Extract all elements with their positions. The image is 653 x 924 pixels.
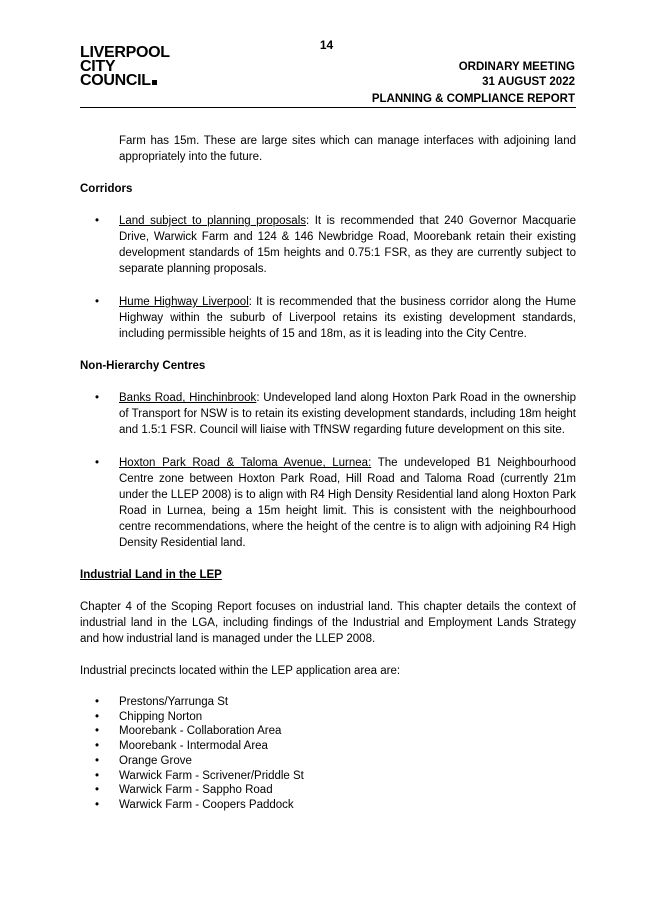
bullet-icon: • <box>95 296 100 308</box>
page-number: 14 <box>319 38 334 52</box>
council-logo <box>80 46 170 88</box>
non-hierarchy-heading: Non-Hierarchy Centres <box>80 360 206 372</box>
bullet-icon: • <box>95 784 100 797</box>
bullet-icon: • <box>95 740 100 753</box>
precinct-name: Warwick Farm - Sappho Road <box>119 784 273 797</box>
continued-paragraph: Farm has 15m. These are large sites which can manage interfaces with adjoining land appropriately into the future. <box>119 135 576 163</box>
precinct-name: Moorebank - Collaboration Area <box>119 725 282 738</box>
list-item <box>80 783 576 798</box>
list-item <box>80 754 576 769</box>
bullet-icon: • <box>95 754 100 767</box>
bullet-icon: • <box>95 457 100 469</box>
precinct-list <box>80 695 576 813</box>
bullet-icon: • <box>95 798 100 811</box>
bullet-icon: • <box>95 215 100 227</box>
list-item <box>80 724 576 739</box>
list-item <box>80 710 576 725</box>
industrial-heading: Industrial Land in the LEP <box>80 569 222 581</box>
header-divider <box>80 107 576 108</box>
precinct-name: Prestons/Yarrunga St <box>119 696 229 708</box>
item-text: : Undeveloped land along Hoxton Park Road in the ownership of Transport for NSW is to retain its existing development standards, including 18m height and 1.5:1 FSR. Council will liaise with TfNSW regarding future development on this site. <box>119 392 576 436</box>
precinct-name: Warwick Farm - Scrivener/Priddle St <box>119 769 304 782</box>
list-item <box>80 695 576 710</box>
item-title: Banks Road, Hinchinbrook <box>119 392 257 404</box>
item-title: Hoxton Park Road & Taloma Avenue, Lurnea: <box>119 457 372 469</box>
list-item <box>80 739 576 754</box>
precinct-name: Warwick Farm - Coopers Paddock <box>119 798 294 811</box>
meeting-info <box>372 60 575 107</box>
precinct-name: Chipping Norton <box>119 710 203 723</box>
logo-dot-icon <box>152 80 157 85</box>
bullet-icon: • <box>95 392 100 404</box>
meeting-date: 31 AUGUST 2022 <box>482 76 575 88</box>
bullet-icon: • <box>95 769 100 782</box>
document-body <box>80 133 576 813</box>
item-text: : It is recommended that the business corridor along the Hume Highway within the suburb of Liverpool retains its existing development standards, including permissible heights of 15 and 18m, as it is leading into the City Centre. <box>119 296 576 340</box>
list-item <box>80 455 576 551</box>
bullet-icon: • <box>95 725 100 738</box>
corridors-heading: Corridors <box>80 183 133 195</box>
item-title: Hume Highway Liverpool <box>119 296 249 308</box>
item-text: The undeveloped B1 Neighbourhood Centre zone between Hoxton Park Road, Hill Road and Taloma Road (currently 21m under the LLEP 2008) is to align with R4 High Density Residential land along Hoxton Park Road in Lurnea, being a 15m height limit. This is consistent with the neighbourhood centre recommendations, where the height of the centre is to align with adjoining R4 High Density Residential land. <box>119 457 577 549</box>
list-item <box>80 390 576 438</box>
bullet-icon: • <box>95 710 100 723</box>
logo-line-3: COUNCIL <box>80 72 151 89</box>
non-hierarchy-list <box>80 390 576 551</box>
item-title: Land subject to planning proposals <box>119 215 307 227</box>
list-item <box>80 294 576 342</box>
item-text: : It is recommended that 240 Governor Macquarie Drive, Warwick Farm and 124 & 146 Newbridge Road, Moorebank retain their existing development standards of 15m heights and 0.75:1 FSR, as they are currently subject to separate planning proposals. <box>119 215 576 275</box>
industrial-intro: Industrial precincts located within the LEP application area are: <box>80 665 401 677</box>
precinct-name: Moorebank - Intermodal Area <box>119 740 268 753</box>
list-item <box>80 798 576 813</box>
meeting-title: ORDINARY MEETING <box>458 61 575 73</box>
logo-line-2: CITY <box>80 58 116 75</box>
industrial-paragraph: Chapter 4 of the Scoping Report focuses on industrial land. This chapter details the context of industrial land in the LGA, including findings of the Industrial and Employment Lands Strategy and how industrial land is managed under the LLEP 2008. <box>80 601 576 645</box>
report-title: PLANNING & COMPLIANCE REPORT <box>371 93 575 105</box>
precinct-name: Orange Grove <box>119 754 192 767</box>
corridors-list <box>80 213 576 342</box>
logo-line-1: LIVERPOOL <box>80 44 170 61</box>
list-item <box>80 213 576 277</box>
list-item <box>80 769 576 784</box>
bullet-icon: • <box>95 696 100 708</box>
